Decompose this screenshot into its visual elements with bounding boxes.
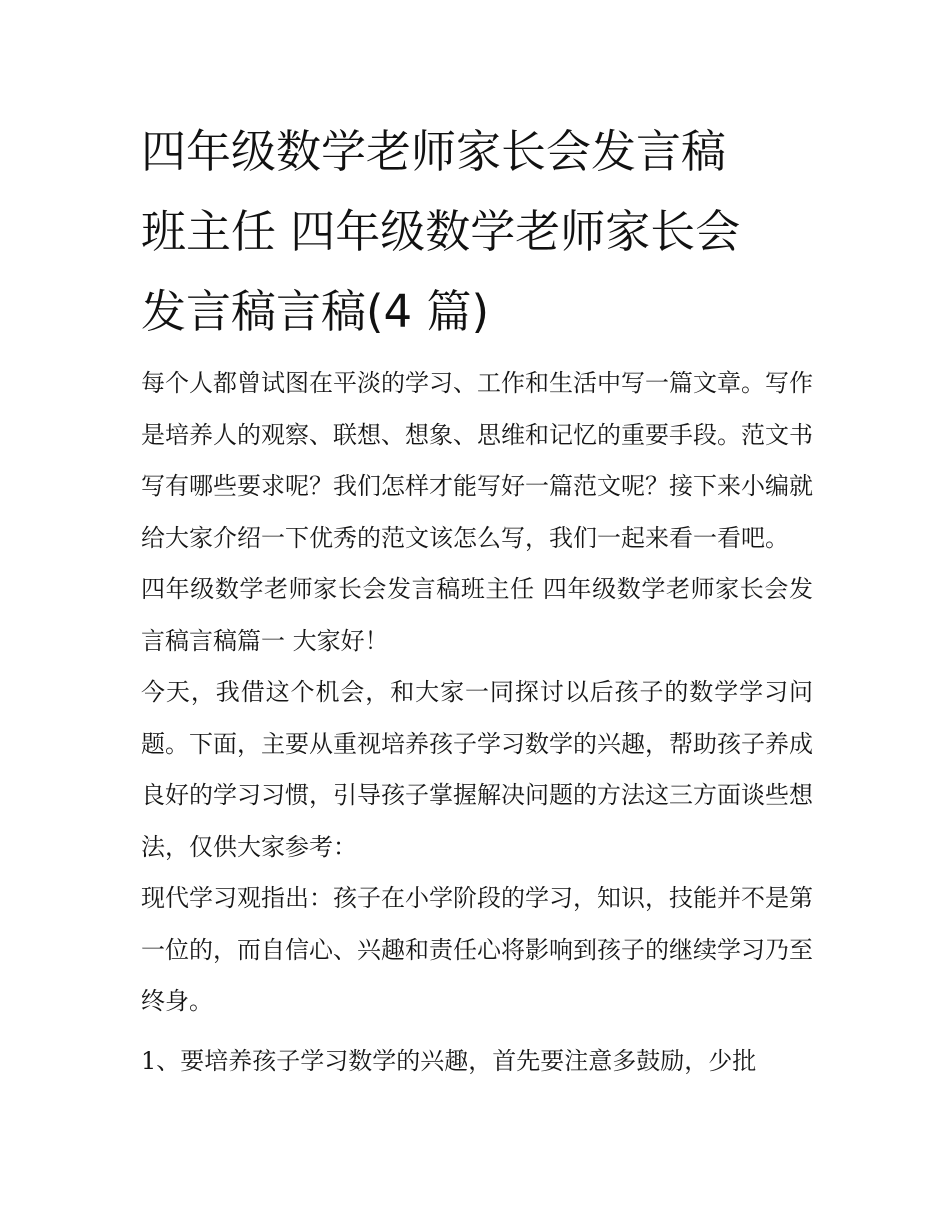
title-line-3: 发言稿言稿(4 篇) — [141, 285, 490, 338]
point-one-paragraph: 1、要培养孩子学习数学的兴趣，首先要注意多鼓励，少批 — [141, 1046, 757, 1075]
document-page — [141, 112, 813, 1087]
title-line-2: 班主任 四年级数学老师家长会 — [141, 205, 741, 258]
learning-view-paragraph: 现代学习观指出：孩子在小学阶段的学习，知识，技能并不是第一位的，而自信心、兴趣和责任心将影响到孩子的继续学习乃至终身。 — [141, 884, 813, 1015]
intro-paragraph: 每个人都曾试图在平淡的学习、工作和生活中写一篇文章。写作是培养人的观察、联想、想象、思维和记忆的重要手段。范文书写有哪些要求呢？我们怎样才能写好一篇范文呢？接下来小编就给大家介绍一下优秀的范文该怎么写，我们一起来看一看吧。 — [141, 369, 813, 552]
title-line-1: 四年级数学老师家长会发言稿 — [141, 125, 727, 178]
document-body — [141, 358, 813, 1087]
opening-paragraph: 今天，我借这个机会，和大家一同探讨以后孩子的数学学习问题。下面，主要从重视培养孩子学习数学的兴趣，帮助孩子养成良好的学习习惯，引导孩子掌握解决问题的方法这三方面谈些想法，仅供大家参考： — [141, 678, 813, 861]
document-title — [141, 112, 813, 352]
section-heading-paragraph: 四年级数学老师家长会发言稿班主任 四年级数学老师家长会发言稿言稿篇一 大家好！ — [141, 575, 813, 655]
